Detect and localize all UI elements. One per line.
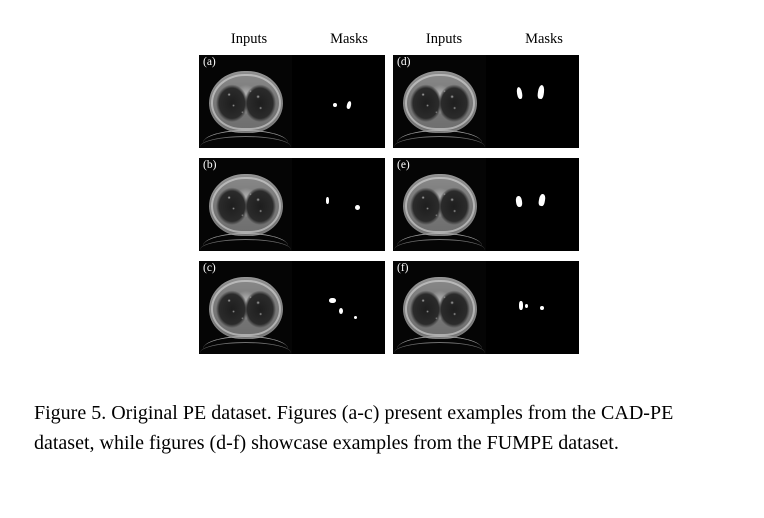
panel-label-a: (a) <box>203 56 216 68</box>
panel-f-input-image <box>393 261 486 354</box>
mask-blob <box>333 103 337 107</box>
mask-blob <box>339 308 343 314</box>
column-header-masks-left: Masks <box>330 31 368 47</box>
mask-blob <box>525 304 528 308</box>
mask-blob <box>354 316 357 319</box>
panel-d-mask-image <box>486 55 579 148</box>
panel-label-e: (e) <box>397 159 410 171</box>
column-header-inputs-right: Inputs <box>425 31 463 47</box>
panel-f-mask-image <box>486 261 579 354</box>
panel-pair-b <box>199 158 385 251</box>
panel-e-input-image <box>393 158 486 251</box>
ct-slice <box>403 174 477 236</box>
panel-a-mask-image <box>292 55 385 148</box>
panel-label-d: (d) <box>397 56 411 68</box>
mask-blob <box>329 298 336 303</box>
mask-blob <box>538 194 546 207</box>
panel-label-b: (b) <box>203 159 217 171</box>
panel-label-f: (f) <box>397 262 409 274</box>
panel-label-c: (c) <box>203 262 216 274</box>
figure-image-grid <box>199 55 579 355</box>
panel-pair-d <box>393 55 579 148</box>
panel-c-input-image <box>199 261 292 354</box>
ct-slice <box>403 71 477 133</box>
panel-pair-e <box>393 158 579 251</box>
panel-b-input-image <box>199 158 292 251</box>
panel-c-mask-image <box>292 261 385 354</box>
ct-slice <box>209 174 283 236</box>
mask-blob <box>346 101 352 110</box>
mask-blob <box>540 306 544 310</box>
mask-blob <box>355 205 360 210</box>
mask-blob <box>519 301 523 310</box>
figure-column-headers <box>199 31 579 51</box>
ct-slice <box>209 71 283 133</box>
panel-a-input-image <box>199 55 292 148</box>
panel-pair-c <box>199 261 385 354</box>
panel-b-mask-image <box>292 158 385 251</box>
panel-d-input-image <box>393 55 486 148</box>
ct-slice <box>403 277 477 339</box>
ct-slice <box>209 277 283 339</box>
column-header-inputs-left: Inputs <box>230 31 268 47</box>
figure-caption: Figure 5. Original PE dataset. Figures (a-c) present examples from the CAD-PE dataset, while figures (d-f) showcase examples from the FUMPE dataset. <box>34 402 674 454</box>
panel-e-mask-image <box>486 158 579 251</box>
mask-blob <box>326 197 329 204</box>
panel-pair-a <box>199 55 385 148</box>
panel-pair-f <box>393 261 579 354</box>
mask-blob <box>515 196 522 208</box>
mask-blob <box>537 85 545 100</box>
mask-blob <box>516 87 523 100</box>
column-header-masks-right: Masks <box>525 31 563 47</box>
